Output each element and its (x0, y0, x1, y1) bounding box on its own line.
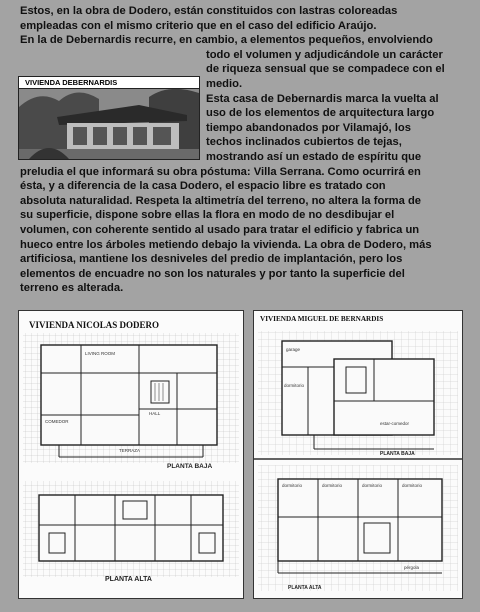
floor-plan-debernardis-drawing (254, 311, 462, 598)
paragraph-line: techos inclinados cubiertos de tejas, (206, 136, 402, 149)
room-label: dormitorio (282, 483, 303, 488)
plan-title: VIVIENDA MIGUEL DE BERNARDIS (260, 315, 384, 323)
paragraph-line: su superficie, dispone sobre ellas la flora en modo de no desdibujar el (20, 209, 395, 222)
paragraph-line: uso de los elementos de arquitectura largo (206, 107, 435, 120)
room-label: dormitorio (284, 383, 305, 388)
paragraph-line: tiempo abandonados por Vilamajó, los (206, 121, 411, 134)
room-label: dormitorio (362, 483, 383, 488)
paragraph-line: artificiosa, mantiene los desniveles del predio de implantación, pero los (20, 253, 403, 266)
paragraph-line: Esta casa de Debernardis marca la vuelta al (206, 92, 439, 105)
plan-title: VIVIENDA NICOLAS DODERO (29, 320, 160, 330)
room-label: garage (286, 347, 301, 352)
floor-plan-dodero-drawing (19, 311, 243, 598)
paragraph-line: ésta, y a diferencia de la casa Dodero, el espacio libre es tratado con (20, 180, 386, 193)
paragraph-line: preludia el que informará su obra póstuma: Villa Serrana. Como ocurrirá en (20, 165, 421, 178)
paragraph-line: volumen, con coherente sentido al usado para tratar el edificio y fabrica un (20, 224, 420, 236)
room-label: pérgola (404, 565, 420, 570)
floor-plan-debernardis (253, 310, 463, 599)
house-photo (18, 76, 200, 160)
room-label: COMEDOR (45, 419, 69, 424)
paragraph-line: mostrando así un estado de espíritu que (206, 151, 422, 163)
paragraph-line: Estos, en la obra de Dodero, están constituidos con lastras coloreadas (20, 5, 398, 17)
room-label: LIVING ROOM (85, 351, 116, 356)
paragraph-line: medio. (206, 78, 243, 90)
paragraph-line: terreno es alterada. (20, 282, 124, 295)
plan-caption: PLANTA ALTA (288, 585, 322, 591)
paragraph-line: de riqueza sensual que se compadece con el (206, 63, 445, 76)
room-label: TERRAZA (119, 448, 141, 453)
room-label: HALL (149, 411, 161, 416)
paragraph-line: hueco entre los árboles metiendo debajo la vivienda. La obra de Dodero, más (20, 238, 432, 251)
plan-caption: PLANTA BAJA (167, 463, 213, 470)
paragraph-line: En la de Debernardis recurre, en cambio, a elementos pequeños, envolviendo (20, 34, 433, 47)
room-label: dormitorio (322, 483, 343, 488)
room-label: estar-comedor (380, 421, 410, 426)
paragraph-line: absoluta naturalidad. Respeta la altimetría del terreno, no altera la forma de (20, 194, 422, 207)
paragraph-line: empleadas con el mismo criterio que en el caso del edificio Araújo. (20, 19, 377, 32)
plan-caption: PLANTA ALTA (105, 576, 152, 583)
house-photo-image (19, 77, 199, 159)
paragraph-line: elementos de encuadre no son los naturales y por tanto la superficie del (20, 267, 405, 280)
floor-plan-dodero (18, 310, 244, 599)
photo-caption: VIVIENDA DEBERNARDIS (19, 77, 199, 89)
paragraph-line: todo el volumen y adjudicándole un carácter (206, 48, 443, 61)
plan-caption: PLANTA BAJA (380, 451, 415, 457)
room-label: dormitorio (402, 483, 423, 488)
